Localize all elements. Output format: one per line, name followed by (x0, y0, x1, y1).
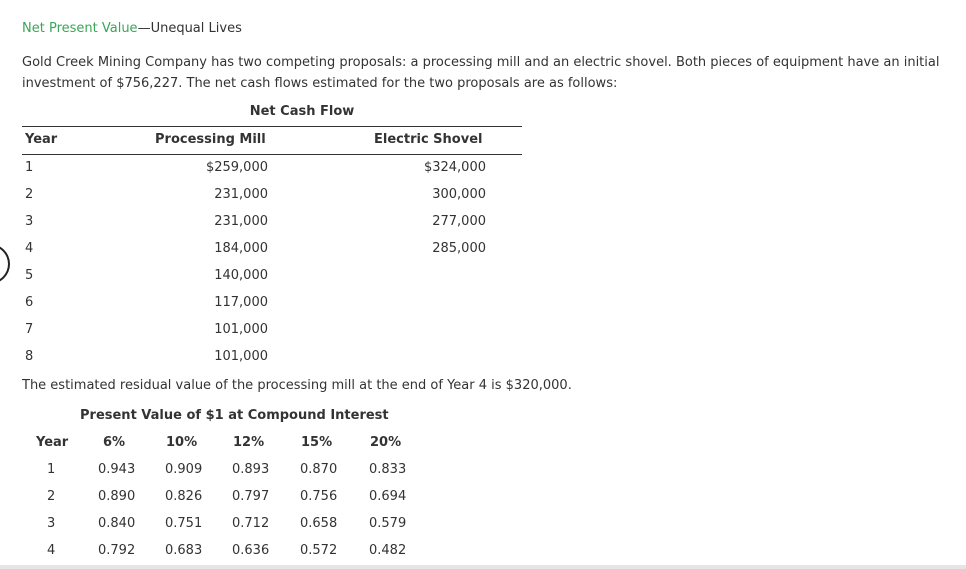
pv-rate-cell: 0.893 (232, 462, 270, 477)
pv-year-cell: 2 (47, 489, 56, 504)
cf-mill-cell: 101,000 (214, 349, 268, 364)
pv-rate-cell: 0.890 (98, 489, 136, 504)
pv-year-cell: 3 (47, 516, 56, 531)
bottom-divider (0, 565, 966, 569)
pv-table-title: Present Value of $1 at Compound Interest (80, 408, 389, 423)
cf-mill-cell: 140,000 (214, 268, 268, 283)
cf-mill-cell: $259,000 (205, 160, 268, 175)
pv-header-15: 15% (301, 435, 333, 450)
cf-shovel-cell: $324,000 (423, 160, 486, 175)
cf-shovel-cell: 300,000 (432, 187, 486, 202)
cf-year-cell: 4 (25, 241, 34, 256)
pv-header-year: Year (36, 435, 69, 450)
pv-rate-cell: 0.712 (232, 516, 270, 531)
cf-mill-cell: 101,000 (214, 322, 268, 337)
title-suffix: Unequal Lives (150, 21, 242, 36)
pv-header-10: 10% (166, 435, 198, 450)
pv-rate-cell: 0.482 (369, 543, 407, 558)
cf-mill-cell: 184,000 (214, 241, 268, 256)
page-title (22, 21, 242, 36)
pv-rate-cell: 0.792 (98, 543, 136, 558)
pv-rate-cell: 0.943 (98, 462, 136, 477)
col-header-electric-shovel: Electric Shovel (374, 132, 483, 147)
cf-shovel-cell: 285,000 (432, 241, 486, 256)
col-header-year: Year (25, 132, 58, 147)
pv-rate-cell: 0.870 (300, 462, 338, 477)
title-dash: — (137, 21, 151, 36)
cf-year-cell: 8 (25, 349, 34, 364)
pv-year-cell: 1 (47, 462, 56, 477)
pv-rate-cell: 0.833 (369, 462, 407, 477)
pv-rate-cell: 0.579 (369, 516, 407, 531)
pv-rate-cell: 0.756 (300, 489, 338, 504)
residual-value-note: The estimated residual value of the processing mill at the end of Year 4 is $320,000. (22, 378, 572, 393)
table-top-rule (22, 126, 522, 127)
pv-rate-cell: 0.636 (232, 543, 270, 558)
cf-year-cell: 7 (25, 322, 34, 337)
title-prefix: Net Present Value (22, 21, 138, 36)
pv-rate-cell: 0.797 (232, 489, 270, 504)
cf-mill-cell: 231,000 (214, 214, 268, 229)
pv-rate-cell: 0.694 (369, 489, 407, 504)
pv-rate-cell: 0.909 (165, 462, 203, 477)
cf-year-cell: 1 (25, 160, 34, 175)
pv-rate-cell: 0.751 (165, 516, 203, 531)
pv-rate-cell: 0.826 (165, 489, 203, 504)
pv-header-12: 12% (233, 435, 265, 450)
pv-header-6: 6% (103, 435, 126, 450)
pv-rate-cell: 0.840 (98, 516, 136, 531)
cf-year-cell: 3 (25, 214, 34, 229)
intro-paragraph: Gold Creek Mining Company has two competing proposals: a processing mill and an electric shovel. Both pieces of equipment have an initial investment of $756,227. The net cash flows estimated for the two proposals are as follows: (22, 55, 940, 91)
pv-rate-cell: 0.683 (165, 543, 203, 558)
cf-mill-cell: 231,000 (214, 187, 268, 202)
cf-year-cell: 6 (25, 295, 34, 310)
cf-shovel-cell: 277,000 (432, 214, 486, 229)
cf-year-cell: 5 (25, 268, 34, 283)
net-cash-flow-header: Net Cash Flow (249, 104, 355, 119)
pv-rate-cell: 0.658 (300, 516, 338, 531)
cf-year-cell: 2 (25, 187, 34, 202)
table-header-rule (22, 154, 522, 155)
pv-rate-cell: 0.572 (300, 543, 338, 558)
col-header-processing-mill: Processing Mill (155, 132, 266, 147)
side-bracket-marker (0, 244, 10, 284)
cf-mill-cell: 117,000 (214, 295, 268, 310)
pv-year-cell: 4 (47, 543, 56, 558)
pv-header-20: 20% (370, 435, 402, 450)
